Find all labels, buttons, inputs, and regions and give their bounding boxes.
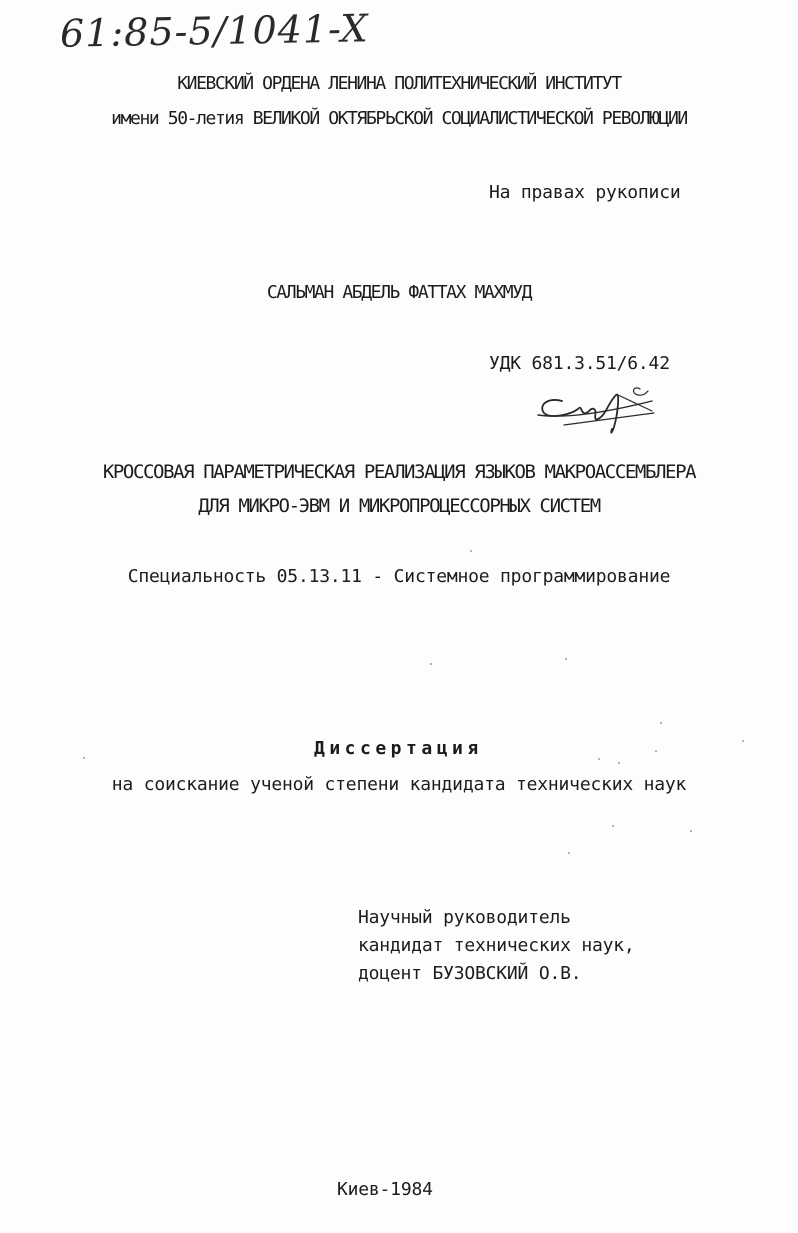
rights-note: На правах рукописи <box>489 182 681 203</box>
scan-speck <box>430 663 432 665</box>
scan-speck <box>655 750 657 752</box>
advisor-line2: кандидат технических наук, <box>358 935 635 956</box>
signature-icon <box>534 383 664 443</box>
dissertation-title-line1: КРОССОВАЯ ПАРАМЕТРИЧЕСКАЯ РЕАЛИЗАЦИЯ ЯЗЫКОВ МАКРОАССЕМБЛЕРА <box>102 461 696 483</box>
scan-speck <box>83 757 85 759</box>
place-and-year: Киев-1984 <box>337 1179 433 1200</box>
scan-speck <box>612 825 614 827</box>
scan-speck <box>660 722 662 724</box>
advisor-line1: Научный руководитель <box>358 907 571 928</box>
scan-speck <box>598 758 600 760</box>
scan-speck <box>742 740 744 742</box>
scan-speck <box>618 762 620 764</box>
scan-speck <box>568 852 570 854</box>
dissertation-title-line2: ДЛЯ МИКРО-ЭВМ И МИКРОПРОЦЕССОРНЫХ СИСТЕМ <box>198 495 600 517</box>
udc-code: УДК 681.3.51/6.42 <box>489 353 670 374</box>
document-type: Диссертация <box>314 738 483 759</box>
advisor-line3: доцент БУЗОВСКИЙ О.В. <box>358 963 582 984</box>
institute-name-line2: имени 50-летия ВЕЛИКОЙ ОКТЯБРЬСКОЙ СОЦИАЛИСТИЧЕСКОЙ РЕВОЛЮЦИИ <box>111 108 687 129</box>
author-name: САЛЬМАН АБДЕЛЬ ФАТТАХ МАХМУД <box>266 282 532 303</box>
degree-line: на соискание ученой степени кандидата технических наук <box>111 774 687 795</box>
scan-speck <box>565 658 567 660</box>
scan-speck <box>470 550 472 552</box>
archive-number-handwritten: 61:85-5/1041-X <box>59 6 369 56</box>
scan-speck <box>690 830 692 832</box>
specialty-line: Специальность 05.13.11 - Системное программирование <box>127 566 671 587</box>
institute-name-line1: КИЕВСКИЙ ОРДЕНА ЛЕНИНА ПОЛИТЕХНИЧЕСКИЙ ИНСТИТУТ <box>177 73 621 94</box>
